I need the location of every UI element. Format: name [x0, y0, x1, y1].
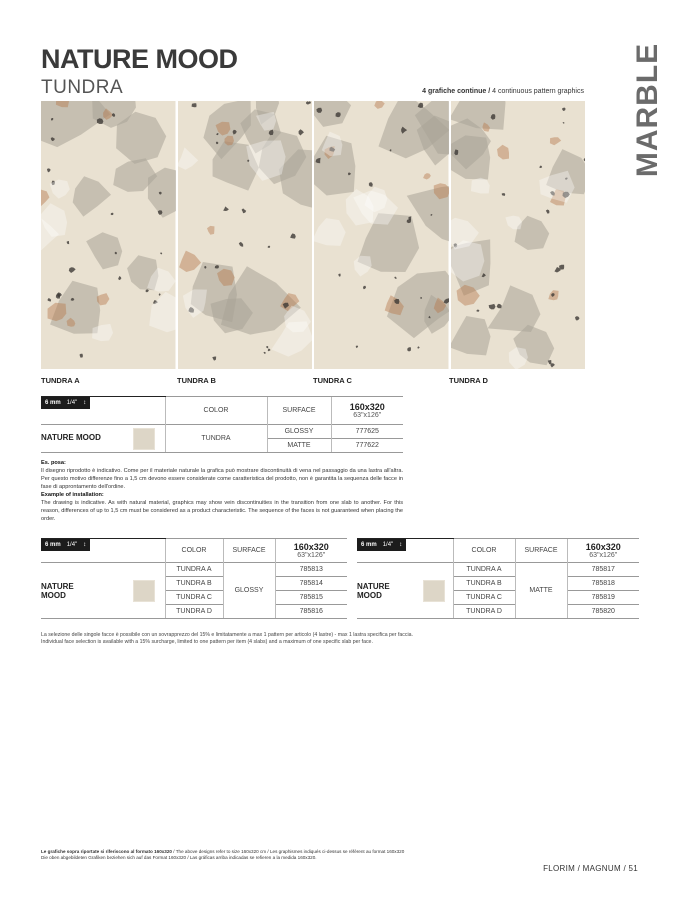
installation-note: [41, 459, 403, 523]
surface-cell: MATTE: [267, 439, 331, 453]
col-surface-header: SURFACE: [515, 539, 567, 563]
code-cell: 777625: [331, 425, 403, 439]
col-color-header: COLOR: [165, 397, 267, 425]
code-cell: 785817: [567, 563, 639, 577]
color-cell: TUNDRA B: [453, 577, 515, 591]
product-swatch: [133, 580, 155, 602]
product-swatch: [423, 580, 445, 602]
code-cell: 777622: [331, 439, 403, 453]
color-cell: TUNDRA: [165, 425, 267, 453]
color-cell: TUNDRA D: [453, 605, 515, 619]
slab-image-d: [451, 101, 586, 369]
pattern-note: [422, 88, 584, 95]
glossy-table: [41, 538, 347, 619]
install-title-en: Example of installation:: [41, 492, 104, 498]
surface-cell: GLOSSY: [223, 563, 275, 619]
slab-image-a: [41, 101, 176, 369]
surface-cell: MATTE: [515, 563, 567, 619]
install-text-it: Il disegno riprodotto è indicativo. Come per il materiale naturale la grafica può mostrare discontinuità di vena nel passaggio da una lastra all'altra. Per questo motivo differenze fino a 1,5 cm devono essere considerate come caratteristica del prodotto, non è garantita la sequenza delle facce in fase di approntamento dell'ordine.: [41, 468, 403, 490]
footer-note-line1: / The above designs refer to size 160x320 cm / Les graphismes indiqués ci-dessus se réfèrent au format 160x320: [171, 849, 405, 854]
thickness-badge: 6 mm 1/4" ↕: [41, 539, 90, 551]
color-cell: TUNDRA A: [453, 563, 515, 577]
product-name: NATURE MOOD: [41, 433, 101, 443]
install-title-it: Es. posa:: [41, 460, 66, 466]
category-tag-label: MARBLE: [631, 42, 664, 178]
slab-image-c: [314, 101, 449, 369]
selection-note: [41, 632, 641, 646]
matte-table: [357, 538, 639, 619]
product-swatch: [133, 428, 155, 450]
page-subtitle: TUNDRA: [41, 77, 124, 98]
col-color-header: COLOR: [165, 539, 223, 563]
slab-image-b: [178, 101, 313, 369]
code-cell: 785820: [567, 605, 639, 619]
footer-note-bold: Le grafiche sopra riportate si riferiscono al formato 160x320: [41, 849, 172, 854]
page-number: FLORIM / MAGNUM / 51: [543, 864, 638, 873]
code-cell: 785814: [275, 577, 347, 591]
slab-label: TUNDRA D: [449, 376, 488, 385]
col-size-header: 160x320 63"x126": [331, 397, 403, 425]
code-cell: 785816: [275, 605, 347, 619]
slab-label: TUNDRA C: [313, 376, 352, 385]
col-surface-header: SURFACE: [223, 539, 275, 563]
slab-label: TUNDRA A: [41, 376, 80, 385]
slab-labels: [41, 376, 585, 385]
color-cell: TUNDRA C: [165, 591, 223, 605]
col-color-header: COLOR: [453, 539, 515, 563]
product-name: NATURE MOOD: [41, 581, 74, 600]
color-cell: TUNDRA C: [453, 591, 515, 605]
code-cell: 785818: [567, 577, 639, 591]
pattern-note-bold: 4 grafiche continue /: [422, 88, 491, 95]
product-name: NATURE MOOD: [357, 581, 390, 600]
selection-note-it: La selezione delle singole facce è possibile con un sovrapprezzo del 15% e limitatamente a max 1 pattern per articolo (4 lastre) - max 1 lastra specifica per faccia.: [41, 632, 413, 638]
color-cell: TUNDRA B: [165, 577, 223, 591]
code-cell: 785815: [275, 591, 347, 605]
code-cell: 785813: [275, 563, 347, 577]
slab-gallery: [41, 101, 585, 369]
col-size-header: 160x320 63"x126": [567, 539, 639, 563]
color-cell: TUNDRA D: [165, 605, 223, 619]
slab-label: TUNDRA B: [177, 376, 216, 385]
col-size-header: 160x320 63"x126": [275, 539, 347, 563]
pattern-note-text: 4 continuous pattern graphics: [490, 88, 584, 95]
product-table: [41, 396, 403, 453]
col-surface-header: SURFACE: [267, 397, 331, 425]
footer-note-line2: Die oben abgebildeten Grafiken beziehen sich auf das Format 160x320 / Las gráficas arriba indicadas se refieren a la medida 160x320.: [41, 855, 317, 860]
thickness-badge: 6 mm 1/4" ↕: [357, 539, 406, 551]
selection-note-en: Individual face selection is available with a 15% surcharge, limited to one pattern per item (4 slabs) and a maximum of one specific slab per face.: [41, 639, 373, 645]
thickness-badge: 6 mm 1/4" ↕: [41, 397, 90, 409]
footer-note: [41, 849, 601, 861]
code-cell: 785819: [567, 591, 639, 605]
install-text-en: The drawing is indicative. As with natural material, graphics may show vein discontinuities in the transition from one slab to another. For this reason, differences of up to 1,5 cm must be considered as a product characteristic. The sequence of the faces is not guaranteed when placing the order.: [41, 500, 403, 522]
surface-cell: GLOSSY: [267, 425, 331, 439]
category-tag: [628, 40, 668, 180]
page-title: NATURE MOOD: [41, 44, 238, 74]
color-cell: TUNDRA A: [165, 563, 223, 577]
